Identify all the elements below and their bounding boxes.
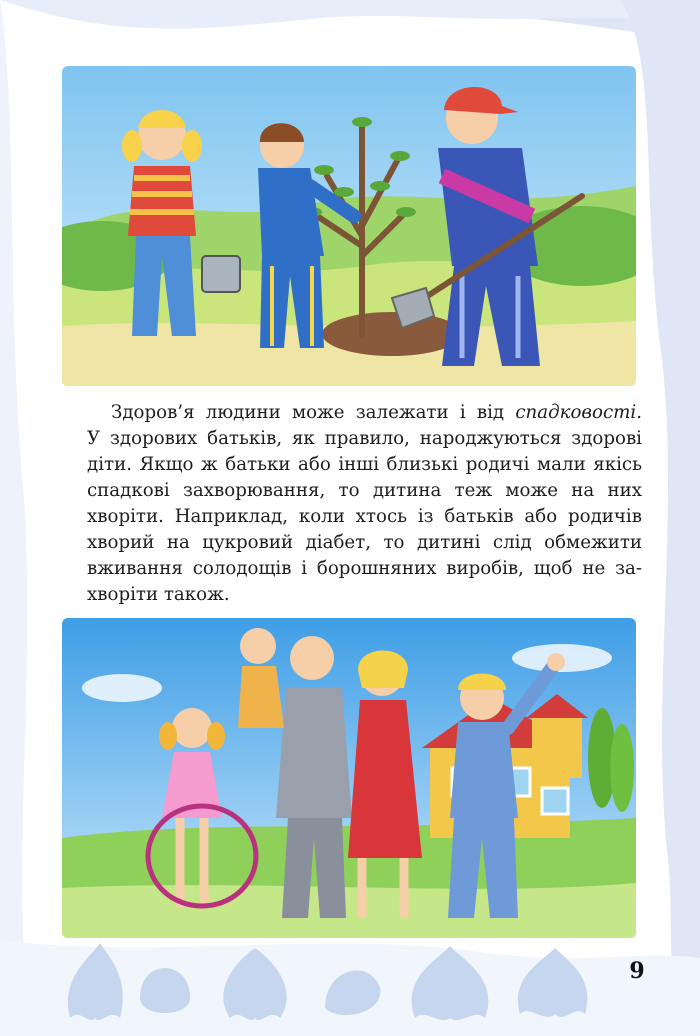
text-line: вживання солодощів і борошняних виробів, щоб не за- [87, 558, 642, 579]
text-line: У здорових батьків, як правило, народжуються здорові [87, 428, 642, 449]
text-line-start: Здоров’я людини може залежати і від [111, 402, 516, 423]
text-line: хворіти. Наприклад, коли хтось із батьків або родичів [87, 506, 642, 527]
tree-planting-illustration [62, 66, 636, 386]
leaf-decoration [40, 938, 620, 1028]
family-illustration [62, 618, 636, 938]
text-line: спадкові захворювання, то дитина теж може на них [87, 480, 642, 501]
term-heredity: спадковості. [515, 402, 642, 423]
text-line [87, 400, 642, 426]
text-line: діти. Якщо ж батьки або інші близькі родичі мали якісь [87, 454, 642, 475]
page-number: 9 [629, 958, 645, 984]
main-paragraph [87, 400, 642, 608]
text-line: хворий на цукровий діабет, то дитині слід обмежити [87, 532, 642, 553]
text-line: хворіти також. [87, 584, 230, 605]
